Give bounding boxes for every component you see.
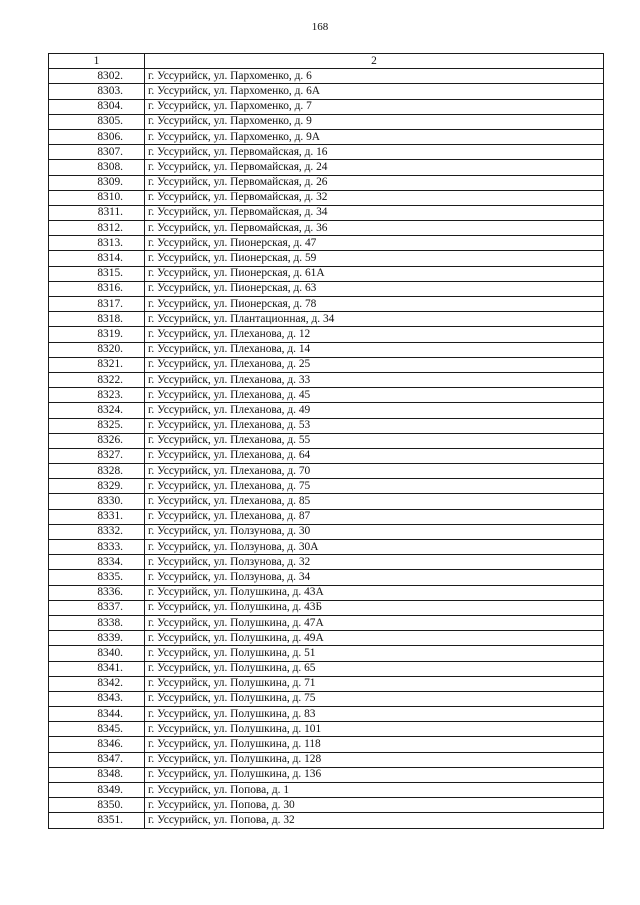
row-number-cell: 8326. bbox=[49, 433, 145, 448]
address-cell: г. Уссурийск, ул. Полушкина, д. 51 bbox=[145, 646, 604, 661]
table-row bbox=[49, 585, 604, 600]
row-number-cell: 8315. bbox=[49, 266, 145, 281]
row-number-cell: 8319. bbox=[49, 327, 145, 342]
address-cell: г. Уссурийск, ул. Полушкина, д. 128 bbox=[145, 752, 604, 767]
row-number-cell: 8342. bbox=[49, 676, 145, 691]
table-row bbox=[49, 448, 604, 463]
row-number-cell: 8351. bbox=[49, 813, 145, 828]
row-number-cell: 8343. bbox=[49, 691, 145, 706]
row-number-cell: 8346. bbox=[49, 737, 145, 752]
table-row bbox=[49, 372, 604, 387]
address-cell: г. Уссурийск, ул. Плантационная, д. 34 bbox=[145, 312, 604, 327]
table-row bbox=[49, 403, 604, 418]
row-number-cell: 8302. bbox=[49, 69, 145, 84]
table-row bbox=[49, 297, 604, 312]
table-row bbox=[49, 676, 604, 691]
row-number-cell: 8345. bbox=[49, 722, 145, 737]
table-row bbox=[49, 646, 604, 661]
table-row bbox=[49, 205, 604, 220]
table-row bbox=[49, 752, 604, 767]
address-cell: г. Уссурийск, ул. Полушкина, д. 75 bbox=[145, 691, 604, 706]
address-cell: г. Уссурийск, ул. Полушкина, д. 71 bbox=[145, 676, 604, 691]
row-number-cell: 8330. bbox=[49, 494, 145, 509]
address-cell: г. Уссурийск, ул. Первомайская, д. 34 bbox=[145, 205, 604, 220]
row-number-cell: 8349. bbox=[49, 783, 145, 798]
address-cell: г. Уссурийск, ул. Пархоменко, д. 9А bbox=[145, 129, 604, 144]
table-header bbox=[49, 54, 604, 69]
address-cell: г. Уссурийск, ул. Плеханова, д. 25 bbox=[145, 357, 604, 372]
address-cell: г. Уссурийск, ул. Плеханова, д. 85 bbox=[145, 494, 604, 509]
address-cell: г. Уссурийск, ул. Полушкина, д. 101 bbox=[145, 722, 604, 737]
address-cell: г. Уссурийск, ул. Полушкина, д. 83 bbox=[145, 707, 604, 722]
table-row bbox=[49, 114, 604, 129]
address-cell: г. Уссурийск, ул. Ползунова, д. 30А bbox=[145, 540, 604, 555]
row-number-cell: 8313. bbox=[49, 236, 145, 251]
address-cell: г. Уссурийск, ул. Попова, д. 30 bbox=[145, 798, 604, 813]
table-row bbox=[49, 312, 604, 327]
address-cell: г. Уссурийск, ул. Пионерская, д. 59 bbox=[145, 251, 604, 266]
table-row bbox=[49, 160, 604, 175]
address-cell: г. Уссурийск, ул. Плеханова, д. 33 bbox=[145, 372, 604, 387]
table-row bbox=[49, 236, 604, 251]
row-number-cell: 8322. bbox=[49, 372, 145, 387]
address-cell: г. Уссурийск, ул. Полушкина, д. 47А bbox=[145, 615, 604, 630]
address-cell: г. Уссурийск, ул. Плеханова, д. 49 bbox=[145, 403, 604, 418]
table-row bbox=[49, 388, 604, 403]
row-number-cell: 8325. bbox=[49, 418, 145, 433]
table-row bbox=[49, 494, 604, 509]
address-cell: г. Уссурийск, ул. Плеханова, д. 12 bbox=[145, 327, 604, 342]
table-row bbox=[49, 190, 604, 205]
table-row bbox=[49, 145, 604, 160]
address-cell: г. Уссурийск, ул. Пионерская, д. 47 bbox=[145, 236, 604, 251]
address-cell: г. Уссурийск, ул. Полушкина, д. 49А bbox=[145, 631, 604, 646]
table-row bbox=[49, 540, 604, 555]
table-row bbox=[49, 707, 604, 722]
address-cell: г. Уссурийск, ул. Полушкина, д. 136 bbox=[145, 767, 604, 782]
address-cell: г. Уссурийск, ул. Плеханова, д. 64 bbox=[145, 448, 604, 463]
address-cell: г. Уссурийск, ул. Первомайская, д. 24 bbox=[145, 160, 604, 175]
row-number-cell: 8317. bbox=[49, 297, 145, 312]
row-number-cell: 8304. bbox=[49, 99, 145, 114]
row-number-cell: 8335. bbox=[49, 570, 145, 585]
table-row bbox=[49, 555, 604, 570]
table-row bbox=[49, 600, 604, 615]
table-row bbox=[49, 342, 604, 357]
address-cell: г. Уссурийск, ул. Пархоменко, д. 6 bbox=[145, 69, 604, 84]
table-row bbox=[49, 798, 604, 813]
row-number-cell: 8324. bbox=[49, 403, 145, 418]
row-number-cell: 8327. bbox=[49, 448, 145, 463]
address-cell: г. Уссурийск, ул. Первомайская, д. 26 bbox=[145, 175, 604, 190]
table-row bbox=[49, 327, 604, 342]
row-number-cell: 8344. bbox=[49, 707, 145, 722]
address-cell: г. Уссурийск, ул. Плеханова, д. 45 bbox=[145, 388, 604, 403]
row-number-cell: 8303. bbox=[49, 84, 145, 99]
row-number-cell: 8328. bbox=[49, 464, 145, 479]
address-cell: г. Уссурийск, ул. Ползунова, д. 34 bbox=[145, 570, 604, 585]
table-row bbox=[49, 251, 604, 266]
table-row bbox=[49, 266, 604, 281]
address-cell: г. Уссурийск, ул. Полушкина, д. 43А bbox=[145, 585, 604, 600]
row-number-cell: 8337. bbox=[49, 600, 145, 615]
row-number-cell: 8340. bbox=[49, 646, 145, 661]
address-table bbox=[48, 53, 604, 829]
row-number-cell: 8321. bbox=[49, 357, 145, 372]
row-number-cell: 8333. bbox=[49, 540, 145, 555]
row-number-cell: 8348. bbox=[49, 767, 145, 782]
address-cell: г. Уссурийск, ул. Плеханова, д. 55 bbox=[145, 433, 604, 448]
address-cell: г. Уссурийск, ул. Полушкина, д. 65 bbox=[145, 661, 604, 676]
address-cell: г. Уссурийск, ул. Пионерская, д. 61А bbox=[145, 266, 604, 281]
table-row bbox=[49, 615, 604, 630]
page-number: 168 bbox=[311, 21, 329, 33]
row-number-cell: 8341. bbox=[49, 661, 145, 676]
table-body bbox=[49, 69, 604, 828]
row-number-cell: 8338. bbox=[49, 615, 145, 630]
table-row bbox=[49, 69, 604, 84]
table-row bbox=[49, 84, 604, 99]
table-row bbox=[49, 433, 604, 448]
row-number-cell: 8323. bbox=[49, 388, 145, 403]
address-cell: г. Уссурийск, ул. Первомайская, д. 36 bbox=[145, 221, 604, 236]
address-cell: г. Уссурийск, ул. Полушкина, д. 118 bbox=[145, 737, 604, 752]
row-number-cell: 8307. bbox=[49, 145, 145, 160]
table-row bbox=[49, 129, 604, 144]
address-cell: г. Уссурийск, ул. Пархоменко, д. 7 bbox=[145, 99, 604, 114]
address-cell: г. Уссурийск, ул. Плеханова, д. 14 bbox=[145, 342, 604, 357]
row-number-cell: 8310. bbox=[49, 190, 145, 205]
row-number-cell: 8329. bbox=[49, 479, 145, 494]
table-row bbox=[49, 737, 604, 752]
table-row bbox=[49, 631, 604, 646]
row-number-cell: 8339. bbox=[49, 631, 145, 646]
table-row bbox=[49, 99, 604, 114]
row-number-cell: 8309. bbox=[49, 175, 145, 190]
row-number-cell: 8347. bbox=[49, 752, 145, 767]
table-row bbox=[49, 722, 604, 737]
row-number-cell: 8312. bbox=[49, 221, 145, 236]
address-cell: г. Уссурийск, ул. Полушкина, д. 43Б bbox=[145, 600, 604, 615]
address-cell: г. Уссурийск, ул. Попова, д. 32 bbox=[145, 813, 604, 828]
table-row bbox=[49, 175, 604, 190]
table-row bbox=[49, 221, 604, 236]
row-number-cell: 8306. bbox=[49, 129, 145, 144]
address-cell: г. Уссурийск, ул. Пархоменко, д. 6А bbox=[145, 84, 604, 99]
address-cell: г. Уссурийск, ул. Плеханова, д. 70 bbox=[145, 464, 604, 479]
address-cell: г. Уссурийск, ул. Попова, д. 1 bbox=[145, 783, 604, 798]
row-number-cell: 8332. bbox=[49, 524, 145, 539]
address-cell: г. Уссурийск, ул. Пионерская, д. 78 bbox=[145, 297, 604, 312]
row-number-cell: 8350. bbox=[49, 798, 145, 813]
table-row bbox=[49, 464, 604, 479]
table-row bbox=[49, 570, 604, 585]
address-cell: г. Уссурийск, ул. Пионерская, д. 63 bbox=[145, 281, 604, 296]
table-row bbox=[49, 783, 604, 798]
table-row bbox=[49, 418, 604, 433]
row-number-cell: 8314. bbox=[49, 251, 145, 266]
row-number-cell: 8334. bbox=[49, 555, 145, 570]
address-cell: г. Уссурийск, ул. Плеханова, д. 53 bbox=[145, 418, 604, 433]
row-number-cell: 8320. bbox=[49, 342, 145, 357]
table-header-row bbox=[49, 54, 604, 69]
table-row bbox=[49, 767, 604, 782]
table-row bbox=[49, 357, 604, 372]
table-row bbox=[49, 691, 604, 706]
column-header-number: 1 bbox=[49, 54, 145, 69]
table-row bbox=[49, 509, 604, 524]
address-cell: г. Уссурийск, ул. Первомайская, д. 32 bbox=[145, 190, 604, 205]
table-row bbox=[49, 524, 604, 539]
row-number-cell: 8316. bbox=[49, 281, 145, 296]
table-row bbox=[49, 813, 604, 828]
row-number-cell: 8318. bbox=[49, 312, 145, 327]
table-row bbox=[49, 661, 604, 676]
row-number-cell: 8305. bbox=[49, 114, 145, 129]
row-number-cell: 8336. bbox=[49, 585, 145, 600]
row-number-cell: 8331. bbox=[49, 509, 145, 524]
address-cell: г. Уссурийск, ул. Ползунова, д. 30 bbox=[145, 524, 604, 539]
row-number-cell: 8308. bbox=[49, 160, 145, 175]
address-cell: г. Уссурийск, ул. Ползунова, д. 32 bbox=[145, 555, 604, 570]
table-row bbox=[49, 479, 604, 494]
row-number-cell: 8311. bbox=[49, 205, 145, 220]
column-header-address: 2 bbox=[145, 54, 604, 69]
address-cell: г. Уссурийск, ул. Плеханова, д. 75 bbox=[145, 479, 604, 494]
address-cell: г. Уссурийск, ул. Пархоменко, д. 9 bbox=[145, 114, 604, 129]
address-cell: г. Уссурийск, ул. Первомайская, д. 16 bbox=[145, 145, 604, 160]
table-row bbox=[49, 281, 604, 296]
address-cell: г. Уссурийск, ул. Плеханова, д. 87 bbox=[145, 509, 604, 524]
